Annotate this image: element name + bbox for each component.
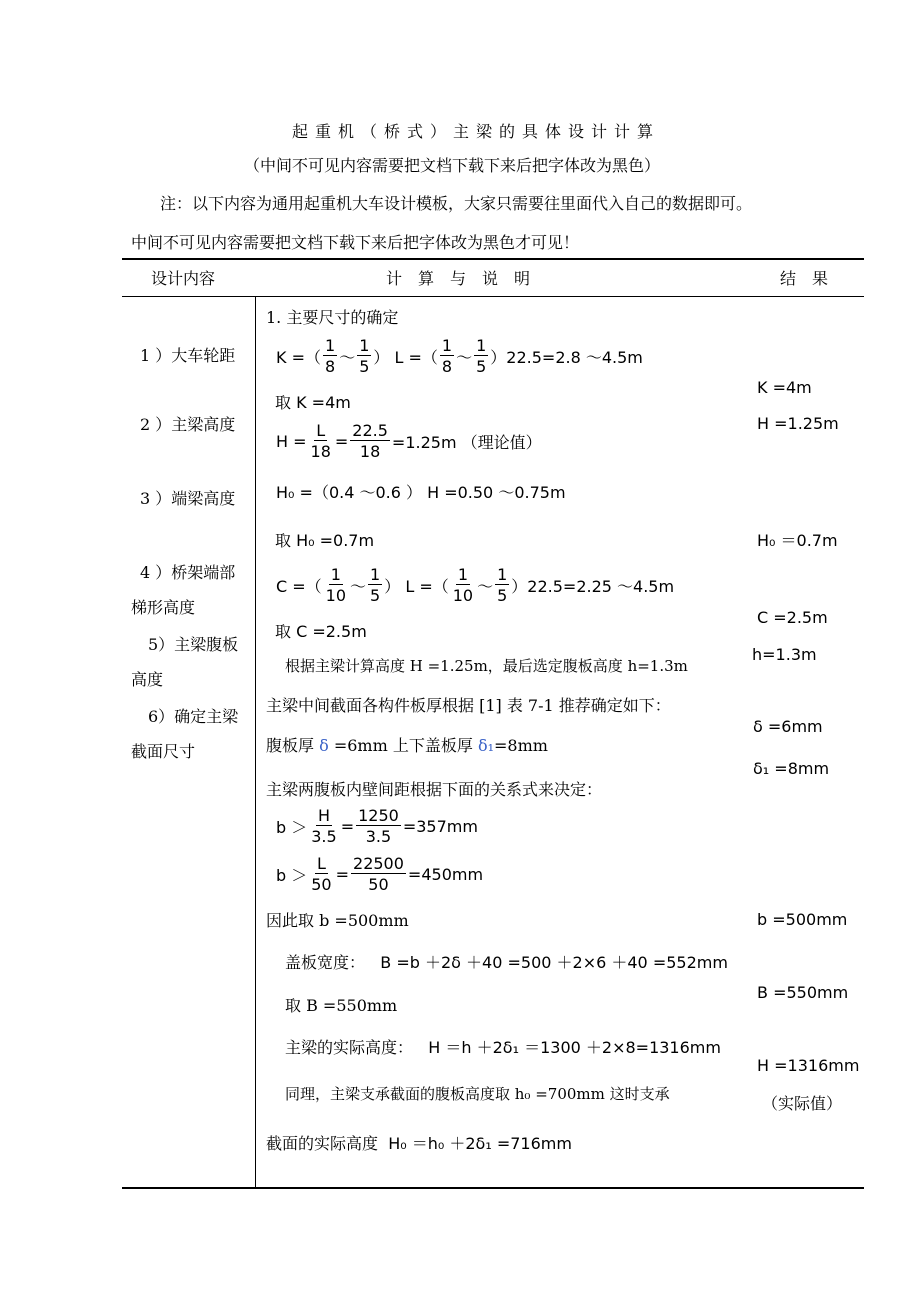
support-actual-height: 截面的实际高度 H₀ ＝h₀ ＋2δ₁ =716mm [266, 1134, 572, 1153]
fraction-1-5-c: $\frac{1}{5}$ [370, 565, 381, 605]
thickness-reference: 主梁中间截面各构件板厚根据 [1] 表 7-1 推荐确定如下： [266, 696, 671, 715]
result-actual-note: （实际值） [762, 1094, 843, 1113]
fraction-L-50: $\frac{L}{50}$ [311, 854, 332, 894]
design-item-4: 4 ）桥架端部 [140, 563, 236, 582]
table-top-rule [122, 258, 864, 260]
design-item-5-cont: 高度 [131, 670, 164, 689]
spacing-text: 主梁两腹板内壁间距根据下面的关系式来决定： [266, 780, 603, 799]
result-h0: H₀ ＝0.7m [757, 531, 838, 550]
b-formula-2: b ＞ $\frac{L}{50}$ = $\frac{22500}{50}$ =450mm [276, 854, 484, 894]
h-formula: H = $\frac{L}{18}$ = $\frac{22.5}{18}$ =1.25m （理论值） [276, 421, 542, 461]
support-section-text: 同理，主梁支承截面的腹板高度取 h₀ =700mm 这时支承 [285, 1085, 670, 1103]
design-item-6: 6）确定主梁 [148, 707, 239, 726]
fraction-22500-50: $\frac{22500}{50}$ [353, 854, 404, 894]
result-cover-width: B =550mm [757, 983, 849, 1002]
design-item-1: 1 ）大车轮距 [140, 346, 236, 365]
k-formula-result: ）22.5=2.8 ～4.5m [490, 348, 643, 367]
col-header-result: 结 果 [780, 269, 829, 288]
thickness-values: 腹板厚 δ =6mm 上下盖板厚 δ₁=8mm [266, 736, 548, 755]
take-b: 因此取 b =500mm [266, 911, 409, 930]
c-formula: C =（ $\frac{1}{10}$ ～ $\frac{1}{5}$ ） L =（ $\frac{1}{10}$ ～ $\frac{1}{5}$ ）22.5=2.25 ～4.5m [276, 565, 675, 605]
design-item-6-cont: 截面尺寸 [131, 742, 196, 761]
k-formula: K =（ $\frac{1}{8}$ ～ $\frac{1}{5}$ ） L =（ $\frac{1}{8}$ ～ $\frac{1}{5}$ ）22.5=2.8 ～4.5m [276, 336, 643, 376]
col-header-design: 设计内容 [151, 269, 216, 288]
delta1-symbol: δ₁ [477, 736, 494, 755]
cover-width: 盖板宽度： B =b ＋2δ ＋40 =500 ＋2×6 ＋40 =552mm [285, 953, 728, 972]
actual-height: 主梁的实际高度： H ＝h ＋2δ₁ ＝1300 ＋2×8=1316mm [285, 1038, 721, 1057]
design-item-3: 3 ）端梁高度 [140, 489, 236, 508]
result-k: K =4m [757, 378, 812, 397]
result-hw: h=1.3m [752, 645, 817, 664]
k-formula-mid: ） L =（ [373, 348, 438, 367]
fraction-1-10: $\frac{1}{10}$ [325, 565, 347, 605]
design-item-2: 2 ）主梁高度 [140, 415, 236, 434]
take-cover-width: 取 B =550mm [285, 996, 398, 1015]
fraction-H-35: $\frac{H}{3.5}$ [311, 806, 337, 846]
h-formula-result: =1.25m （理论值） [391, 433, 542, 452]
fraction-1-5-d: $\frac{1}{5}$ [497, 565, 508, 605]
section-heading: 1. 主要尺寸的确定 [266, 308, 399, 327]
result-b: b =500mm [757, 910, 848, 929]
fraction-225-18: $\frac{22.5}{18}$ [352, 421, 388, 461]
fraction-1-8-b: $\frac{1}{8}$ [441, 336, 453, 376]
c-formula-result: ）22.5=2.25 ～4.5m [511, 577, 675, 596]
page-title: 起重机（桥式）主梁的具体设计计算 [292, 122, 661, 141]
take-h0: 取 H₀ =0.7m [275, 531, 375, 550]
web-height-text: 根据主梁计算高度 H =1.25m，最后选定腹板高度 h=1.3m [285, 657, 688, 675]
fraction-1-8: $\frac{1}{8}$ [325, 336, 336, 376]
result-c: C =2.5m [757, 608, 828, 627]
table-column-divider [255, 296, 256, 1188]
fraction-1-5-b: $\frac{1}{5}$ [476, 336, 487, 376]
result-delta: δ =6mm [753, 717, 823, 736]
fraction-1-10-b: $\frac{1}{10}$ [452, 565, 474, 605]
design-item-4-cont: 梯形高度 [131, 598, 196, 617]
take-c: 取 C =2.5m [275, 622, 367, 641]
k-formula-prefix: K =（ [276, 348, 321, 367]
note-line-1: 注：以下内容为通用起重机大车设计模板，大家只需要往里面代入自己的数据即可。 [160, 194, 753, 213]
fraction-1-5: $\frac{1}{5}$ [359, 336, 370, 376]
col-header-calc: 计 算 与 说 明 [386, 269, 531, 288]
result-delta1: δ₁ =8mm [753, 759, 830, 778]
page-subtitle: （中间不可见内容需要把文档下载下来后把字体改为黑色） [244, 156, 661, 175]
fraction-L-18: $\frac{L}{18}$ [310, 421, 331, 461]
h0-range: H₀ =（0.4 ～0.6 ） H =0.50 ～0.75m [276, 483, 566, 502]
b-formula-1: b ＞ $\frac{H}{3.5}$ = $\frac{1250}{3.5}$ =357mm [276, 806, 478, 846]
table-header-rule [122, 296, 864, 297]
fraction-1250-35: $\frac{1250}{3.5}$ [358, 806, 399, 846]
table-bottom-rule [122, 1187, 864, 1189]
result-h: H =1.25m [757, 414, 839, 433]
design-item-5: 5）主梁腹板 [148, 635, 239, 654]
note-line-2: 中间不可见内容需要把文档下载下来后把字体改为黑色才可见！ [131, 233, 580, 252]
result-actual-height: H =1316mm [757, 1056, 860, 1075]
delta-symbol: δ [319, 736, 329, 755]
take-k: 取 K =4m [275, 393, 351, 412]
